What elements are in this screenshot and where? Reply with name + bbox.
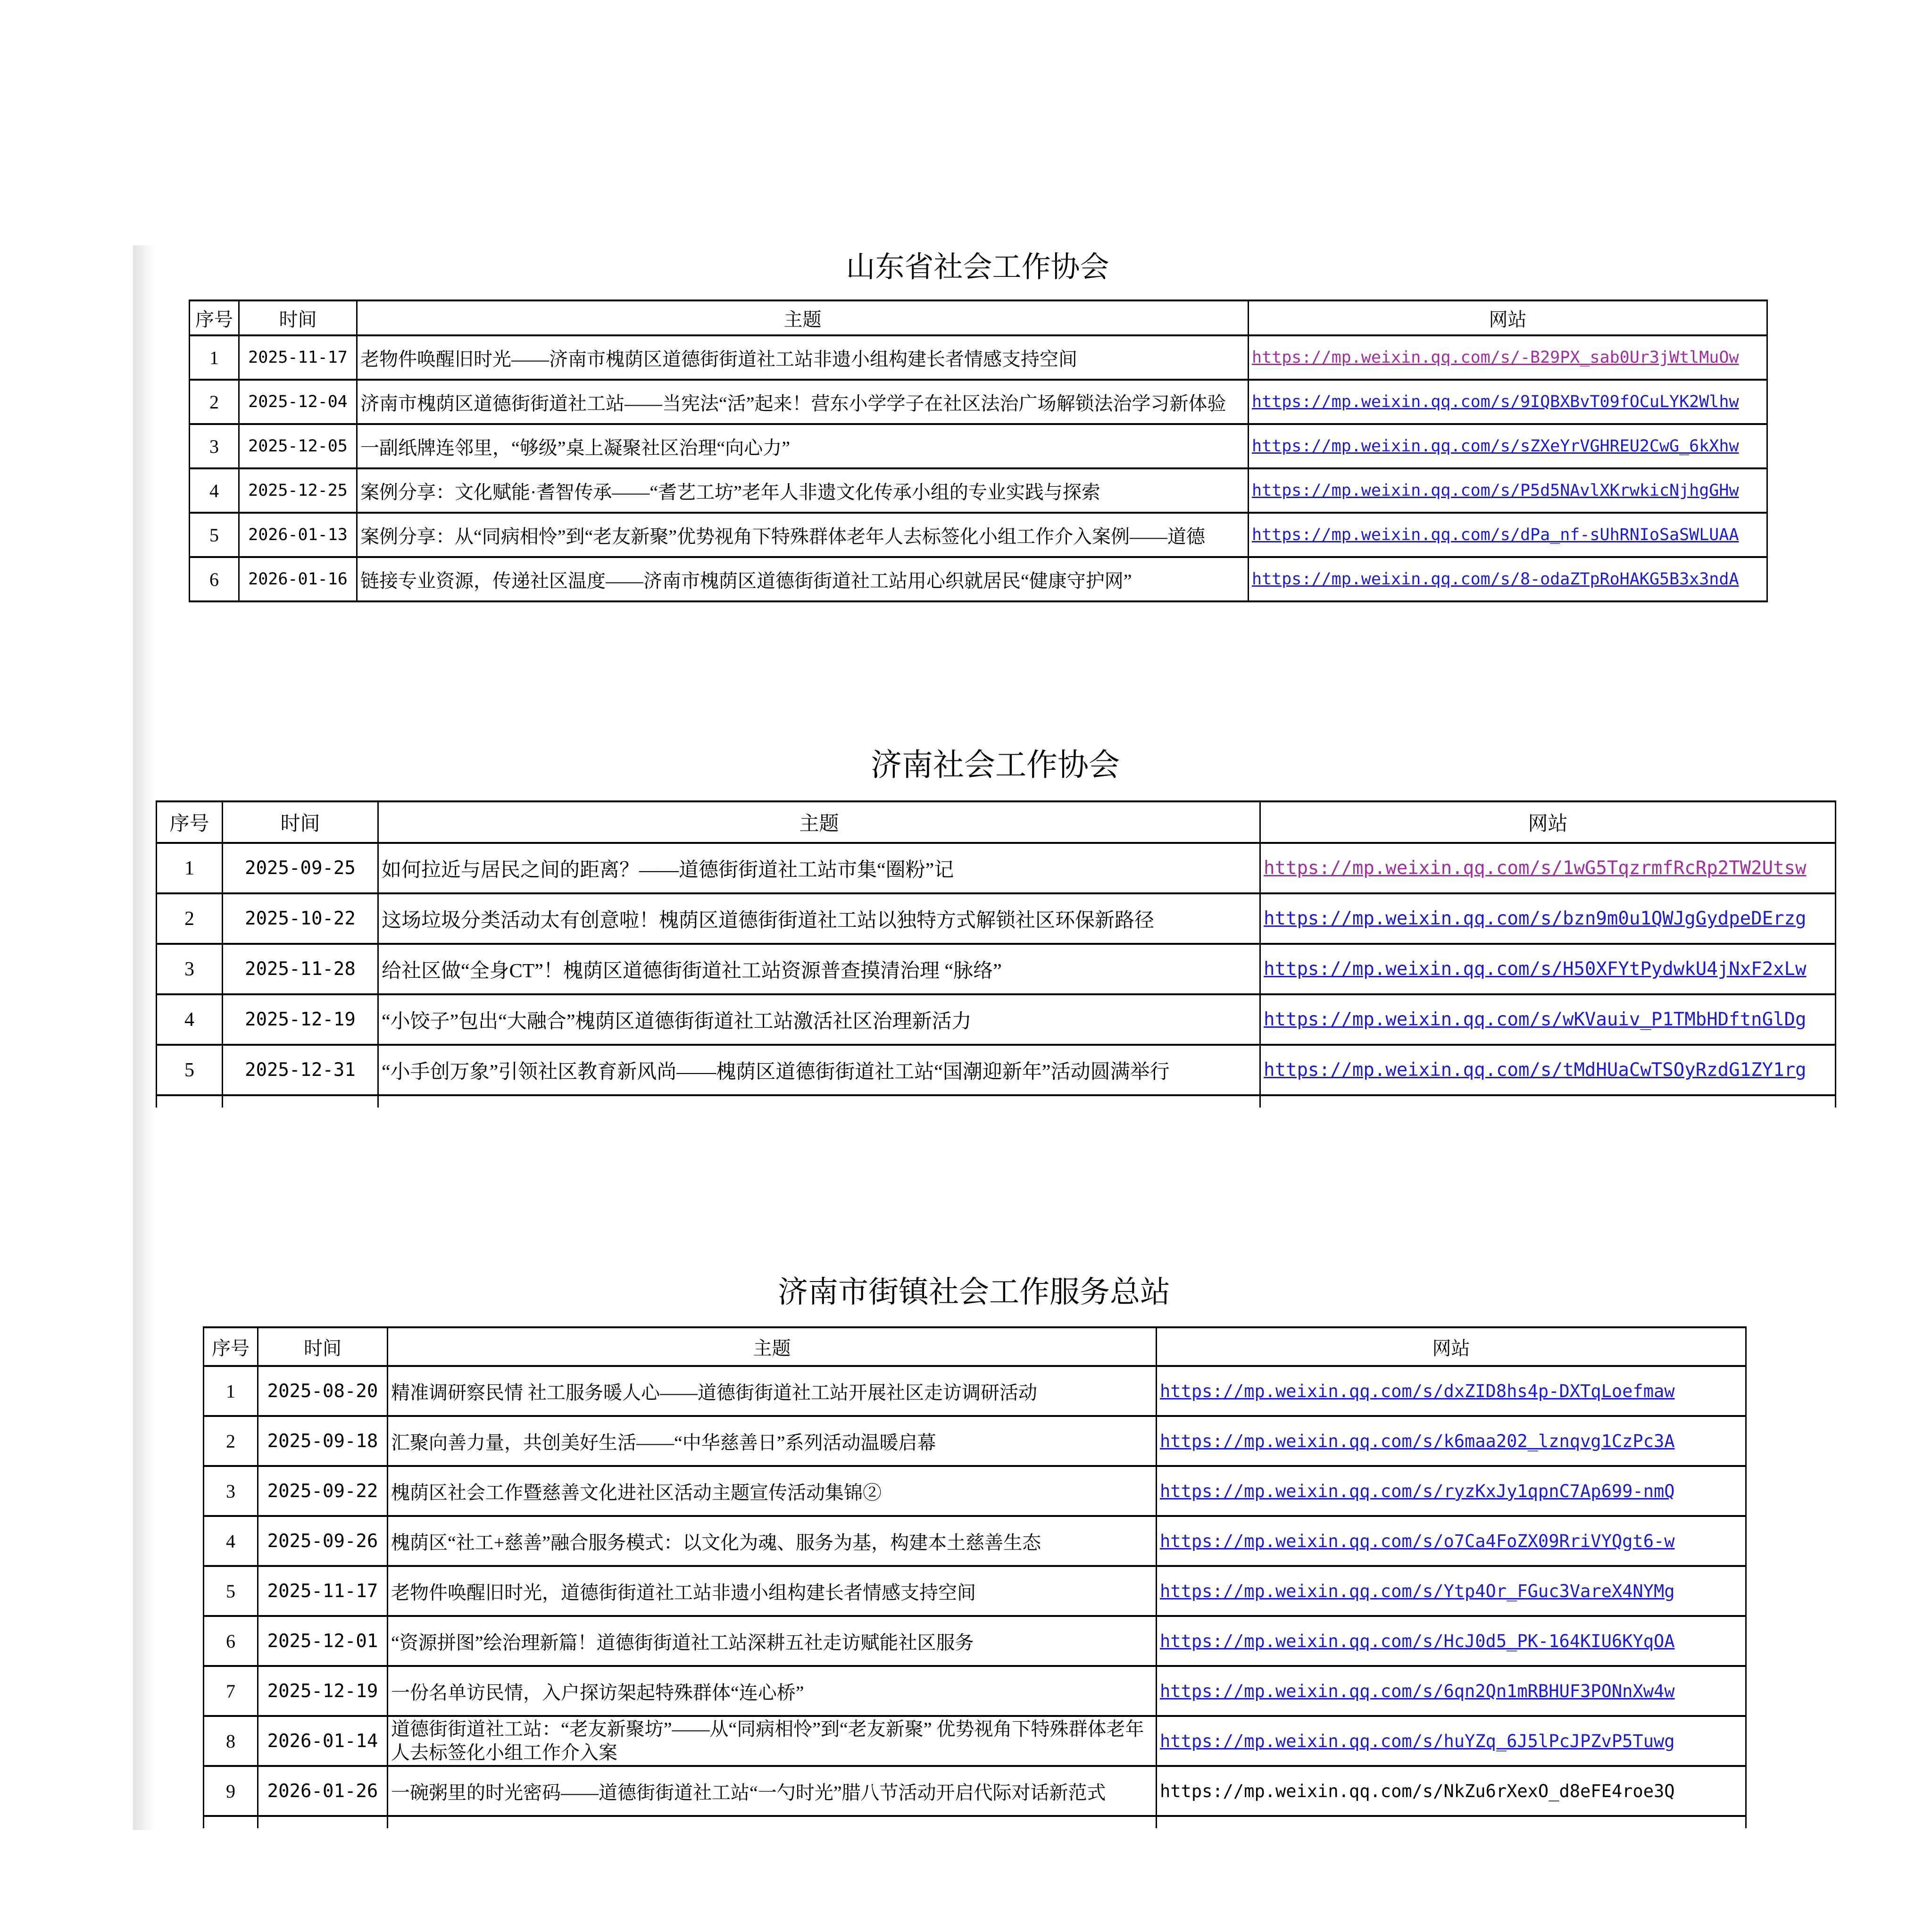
table-row [190, 468, 1767, 513]
article-url-link[interactable]: https://mp.weixin.qq.com/s/o7Ca4FoZX09RriVYQgt6-w [1160, 1531, 1675, 1551]
date-cell: 2025-09-18 [258, 1416, 388, 1466]
date-cell: 2025-08-20 [258, 1366, 388, 1416]
row-number-cell: 8 [204, 1716, 258, 1766]
article-url-link[interactable]: https://mp.weixin.qq.com/s/huYZq_6J5lPcJPZvP5Tuwg [1160, 1731, 1675, 1751]
article-url-link[interactable]: https://mp.weixin.qq.com/s/6qn2Qn1mRBHUF3PONnXw4w [1160, 1681, 1675, 1701]
url-cell [1249, 424, 1767, 468]
row-number-cell: 6 [190, 557, 239, 601]
topic-cell: 槐荫区社会工作暨慈善文化进社区活动主题宣传活动集锦② [388, 1466, 1157, 1516]
url-cell [1249, 335, 1767, 380]
topic-cell: 老物件唤醒旧时光——济南市槐荫区道德街街道社工站非遗小组构建长者情感支持空间 [357, 335, 1249, 380]
column-header-website: 网站 [1157, 1327, 1746, 1366]
url-cell [1157, 1416, 1746, 1466]
page-edge-shadow [133, 245, 155, 1830]
row-number-cell: 3 [190, 424, 239, 468]
row-number-cell: 1 [157, 843, 223, 893]
topic-cell: 给社区做“全身CT”！槐荫区道德街街道社工站资源普查摸清治理 “脉络” [378, 944, 1260, 994]
row-number-cell: 4 [204, 1516, 258, 1566]
topic-cell: 案例分享：从“同病相怜”到“老友新聚”优势视角下特殊群体老年人去标签化小组工作介入案例——道德 [357, 513, 1249, 557]
column-header-index: 序号 [157, 801, 223, 843]
article-url-link[interactable]: https://mp.weixin.qq.com/s/8-odaZTpRoHAKG5B3x3ndA [1252, 570, 1739, 589]
article-url-link[interactable]: https://mp.weixin.qq.com/s/Ytp4Or_FGuc3VareX4NYMg [1160, 1581, 1675, 1601]
url-cell [1157, 1566, 1746, 1616]
row-number-cell: 5 [157, 1045, 223, 1095]
table-row [157, 944, 1836, 994]
clipped-empty-cell [378, 1095, 1260, 1108]
url-cell [1157, 1716, 1746, 1766]
column-header-website: 网站 [1260, 801, 1836, 843]
row-number-cell: 9 [204, 1766, 258, 1816]
url-cell [1260, 944, 1836, 994]
topic-cell: 一副纸牌连邻里，“够级”桌上凝聚社区治理“向心力” [357, 424, 1249, 468]
header-row [157, 801, 1836, 843]
topic-cell: “小手创万象”引领社区教育新风尚——槐荫区道德街街道社工站“国潮迎新年”活动圆满举行 [378, 1045, 1260, 1095]
article-url-link[interactable]: https://mp.weixin.qq.com/s/1wG5TqzrmfRcRp2TW2Utsw [1264, 858, 1807, 879]
article-url-link[interactable]: https://mp.weixin.qq.com/s/k6maa202_lznqvg1CzPc3A [1160, 1431, 1675, 1451]
topic-cell: 精准调研察民情 社工服务暖人心——道德街街道社工站开展社区走访调研活动 [388, 1366, 1157, 1416]
row-number-cell: 1 [190, 335, 239, 380]
table-row [204, 1416, 1746, 1466]
clipped-empty-cell [204, 1816, 258, 1828]
topic-cell: 槐荫区“社工+慈善”融合服务模式：以文化为魂、服务为基，构建本土慈善生态 [388, 1516, 1157, 1566]
row-number-cell: 6 [204, 1616, 258, 1666]
row-number-cell: 7 [204, 1666, 258, 1716]
date-cell: 2025-11-17 [258, 1566, 388, 1616]
header-row [204, 1327, 1746, 1366]
url-cell [1249, 513, 1767, 557]
clipped-next-row [204, 1816, 1746, 1828]
header-row [190, 300, 1767, 335]
article-url-link[interactable]: https://mp.weixin.qq.com/s/H50XFYtPydwkU4jNxF2xLw [1264, 958, 1807, 980]
topic-cell: 如何拉近与居民之间的距离？——道德街街道社工站市集“圈粉”记 [378, 843, 1260, 893]
topic-cell: 汇聚向善力量，共创美好生活——“中华慈善日”系列活动温暖启幕 [388, 1416, 1157, 1466]
column-header-website: 网站 [1249, 300, 1767, 335]
article-url-link[interactable]: https://mp.weixin.qq.com/s/HcJ0d5_PK-164KIU6KYqOA [1160, 1631, 1675, 1651]
table-row [204, 1566, 1746, 1616]
table-row [190, 513, 1767, 557]
url-cell [1260, 1045, 1836, 1095]
table-row [204, 1666, 1746, 1716]
table-row [204, 1716, 1746, 1766]
table-title: 济南市街镇社会工作服务总站 [778, 1275, 1170, 1309]
table-row [190, 424, 1767, 468]
url-cell [1249, 380, 1767, 424]
date-cell: 2025-11-17 [239, 335, 357, 380]
topic-cell: 一份名单访民情，入户探访架起特殊群体“连心桥” [388, 1666, 1157, 1716]
topic-cell: 这场垃圾分类活动太有创意啦！槐荫区道德街街道社工站以独特方式解锁社区环保新路径 [378, 893, 1260, 944]
table-row [190, 557, 1767, 601]
column-header-date: 时间 [239, 300, 357, 335]
row-number-cell: 4 [157, 994, 223, 1045]
topic-cell: 济南市槐荫区道德街街道社工站——当宪法“活”起来！营东小学学子在社区法治广场解锁法治学习新体验 [357, 380, 1249, 424]
date-cell: 2025-12-19 [223, 994, 378, 1045]
date-cell: 2026-01-13 [239, 513, 357, 557]
table-row [157, 994, 1836, 1045]
row-number-cell: 4 [190, 468, 239, 513]
clipped-empty-cell [1260, 1095, 1836, 1108]
clipped-empty-cell [1157, 1816, 1746, 1828]
column-header-topic: 主题 [388, 1327, 1157, 1366]
topic-cell: “资源拼图”绘治理新篇！道德街街道社工站深耕五社走访赋能社区服务 [388, 1616, 1157, 1666]
date-cell: 2025-09-26 [258, 1516, 388, 1566]
column-header-topic: 主题 [378, 801, 1260, 843]
table-row [157, 893, 1836, 944]
table-row [204, 1616, 1746, 1666]
column-header-date: 时间 [258, 1327, 388, 1366]
date-cell: 2025-09-25 [223, 843, 378, 893]
table-section-jinan-street-station [203, 1268, 1745, 1828]
article-url-link[interactable]: https://mp.weixin.qq.com/s/dxZID8hs4p-DXTqLoefmaw [1160, 1381, 1675, 1401]
date-cell: 2025-11-28 [223, 944, 378, 994]
url-cell [1157, 1466, 1746, 1516]
url-cell [1260, 994, 1836, 1045]
clipped-empty-cell [258, 1816, 388, 1828]
date-cell: 2026-01-14 [258, 1716, 388, 1766]
topic-cell: 案例分享：文化赋能·耆智传承——“耆艺工坊”老年人非遗文化传承小组的专业实践与探索 [357, 468, 1249, 513]
url-cell [1157, 1516, 1746, 1566]
article-url-link[interactable]: https://mp.weixin.qq.com/s/wKVauiv_P1TMbHDftnGlDg [1264, 1009, 1807, 1030]
article-url-link[interactable]: https://mp.weixin.qq.com/s/sZXeYrVGHREU2CwG_6kXhw [1252, 437, 1739, 456]
article-url-link[interactable]: https://mp.weixin.qq.com/s/9IQBXBvT09fOCuLYK2Wlhw [1252, 392, 1739, 411]
table-row [204, 1516, 1746, 1566]
topic-cell: 老物件唤醒旧时光，道德街街道社工站非遗小组构建长者情感支持空间 [388, 1566, 1157, 1616]
column-header-index: 序号 [204, 1327, 258, 1366]
url-cell [1157, 1666, 1746, 1716]
topic-cell: 链接专业资源，传递社区温度——济南市槐荫区道德街街道社工站用心织就居民“健康守护网” [357, 557, 1249, 601]
records-table [189, 300, 1768, 602]
topic-cell: 道德街街道社工站：“老友新聚坊”——从“同病相怜”到“老友新聚” 优势视角下特殊群体老年人去标签化小组工作介入案 [388, 1716, 1157, 1766]
table-section-jinan-association [156, 740, 1835, 1108]
topic-cell: 一碗粥里的时光密码——道德街街道社工站“一勺时光”腊八节活动开启代际对话新范式 [388, 1766, 1157, 1816]
article-url-link[interactable]: https://mp.weixin.qq.com/s/-B29PX_sab0Ur3jWtlMuOw [1252, 348, 1739, 367]
records-table [156, 800, 1836, 1108]
date-cell: 2026-01-26 [258, 1766, 388, 1816]
table-row [190, 335, 1767, 380]
url-cell [1157, 1366, 1746, 1416]
row-number-cell: 1 [204, 1366, 258, 1416]
row-number-cell: 5 [204, 1566, 258, 1616]
row-number-cell: 2 [204, 1416, 258, 1466]
table-row [204, 1366, 1746, 1416]
date-cell: 2025-12-05 [239, 424, 357, 468]
table-row [157, 843, 1836, 893]
row-number-cell: 2 [157, 893, 223, 944]
url-cell [1157, 1616, 1746, 1666]
article-url-link[interactable]: https://mp.weixin.qq.com/s/bzn9m0u1QWJgGydpeDErzg [1264, 908, 1807, 929]
table-section-shandong-association [189, 243, 1766, 602]
date-cell: 2025-12-31 [223, 1045, 378, 1095]
table-title: 济南社会工作协会 [871, 748, 1120, 783]
article-url-text: https://mp.weixin.qq.com/s/NkZu6rXexO_d8eFE4roe3Q [1160, 1781, 1675, 1801]
clipped-empty-cell [388, 1816, 1157, 1828]
url-cell [1157, 1766, 1746, 1816]
table-row [157, 1045, 1836, 1095]
row-number-cell: 2 [190, 380, 239, 424]
table-row [190, 380, 1767, 424]
url-cell [1260, 893, 1836, 944]
url-cell [1249, 557, 1767, 601]
date-cell: 2026-01-16 [239, 557, 357, 601]
records-table [203, 1326, 1747, 1828]
article-url-link[interactable]: https://mp.weixin.qq.com/s/ryzKxJy1qpnC7Ap699-nmQ [1160, 1481, 1675, 1501]
article-url-link[interactable]: https://mp.weixin.qq.com/s/tMdHUaCwTSOyRzdG1ZY1rg [1264, 1059, 1807, 1081]
clipped-empty-cell [157, 1095, 223, 1108]
row-number-cell: 3 [204, 1466, 258, 1516]
table-row [204, 1466, 1746, 1516]
column-header-index: 序号 [190, 300, 239, 335]
column-header-topic: 主题 [357, 300, 1249, 335]
clipped-empty-cell [223, 1095, 378, 1108]
date-cell: 2025-09-22 [258, 1466, 388, 1516]
clipped-next-row [157, 1095, 1836, 1108]
date-cell: 2025-12-01 [258, 1616, 388, 1666]
date-cell: 2025-12-25 [239, 468, 357, 513]
url-cell [1249, 468, 1767, 513]
row-number-cell: 5 [190, 513, 239, 557]
date-cell: 2025-12-19 [258, 1666, 388, 1716]
url-cell [1260, 843, 1836, 893]
date-cell: 2025-10-22 [223, 893, 378, 944]
date-cell: 2025-12-04 [239, 380, 357, 424]
table-row [204, 1766, 1746, 1816]
table-title: 山东省社会工作协会 [846, 251, 1109, 283]
article-url-link[interactable]: https://mp.weixin.qq.com/s/dPa_nf-sUhRNIoSaSWLUAA [1252, 525, 1739, 544]
topic-cell: “小饺子”包出“大融合”槐荫区道德街街道社工站激活社区治理新活力 [378, 994, 1260, 1045]
column-header-date: 时间 [223, 801, 378, 843]
article-url-link[interactable]: https://mp.weixin.qq.com/s/P5d5NAvlXKrwkicNjhgGHw [1252, 481, 1739, 500]
row-number-cell: 3 [157, 944, 223, 994]
